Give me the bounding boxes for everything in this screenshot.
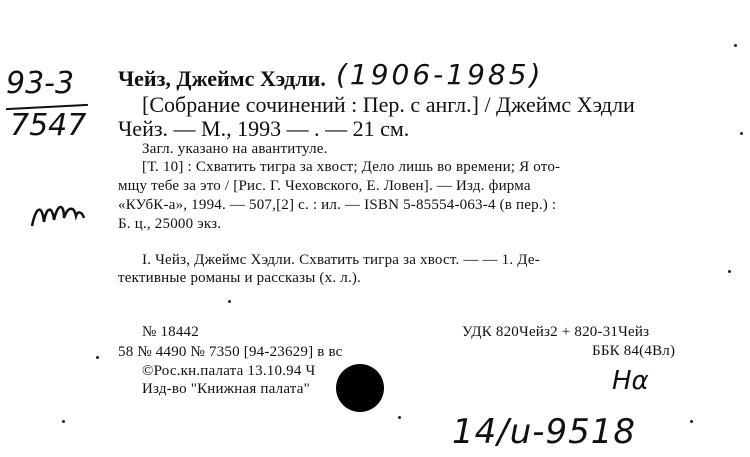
handwritten-code-bottom: 7547 [10, 108, 87, 143]
handwritten-code-top: 93-3 [6, 66, 75, 101]
footer-number-2: 58 № 4490 № 7350 [94-23629] в вс [118, 344, 343, 360]
heading-line-3: Чейз. — М., 1993 — . — 21 см. [118, 116, 410, 141]
scan-speck [62, 420, 65, 423]
body-line-5: Б. ц., 25000 экз. [118, 216, 222, 232]
scan-speck [728, 270, 731, 273]
author-heading: Чейз, Джеймс Хэдли. [118, 66, 326, 91]
handwritten-bottom-number: 14/u-9518 [452, 412, 637, 452]
subjects-line-1: I. Чейз, Джеймс Хэдли. Схватить тигра за хвост. — — 1. Де- [142, 252, 540, 268]
scan-speck [690, 420, 693, 423]
scan-speck [398, 416, 401, 419]
footer-udk: УДК 820Чейз2 + 820-31Чейз [462, 324, 650, 340]
scan-speck [740, 132, 743, 135]
handwritten-years: (1906-1985) [336, 58, 544, 91]
footer-number-1: № 18442 [142, 324, 199, 340]
scan-speck [734, 44, 737, 47]
subjects-line-2: тективные романы и рассказы (х. л.). [118, 270, 361, 286]
scan-speck [228, 300, 231, 303]
heading-line-2: [Собрание сочинений : Пер. с англ.] / Джеймс Хэдли [142, 92, 635, 117]
handwritten-mark-ha: Нα [612, 366, 649, 396]
body-line-3: мщу тебе за это / [Рис. Г. Чеховского, Е. Ловен]. — Изд. фирма [118, 178, 531, 194]
ink-blot [336, 364, 384, 412]
body-line-2: [Т. 10] : Схватить тигра за хвост; Дело лишь во времени; Я ото- [142, 159, 561, 175]
footer-publisher: Изд-во "Книжная палата" [142, 381, 310, 397]
body-line-1: Загл. указано на авантитуле. [142, 141, 328, 157]
body-line-4: «КУбК-а», 1994. — 507,[2] с. : ил. — ISBN 5-85554-063-4 (в пер.) : [118, 197, 557, 213]
handwritten-scrawl [28, 196, 88, 236]
footer-ros-palata: ©Рос.кн.палата 13.10.94 Ч [142, 363, 316, 379]
scan-speck [96, 356, 99, 359]
footer-bbk: ББК 84(4Вл) [592, 343, 676, 359]
